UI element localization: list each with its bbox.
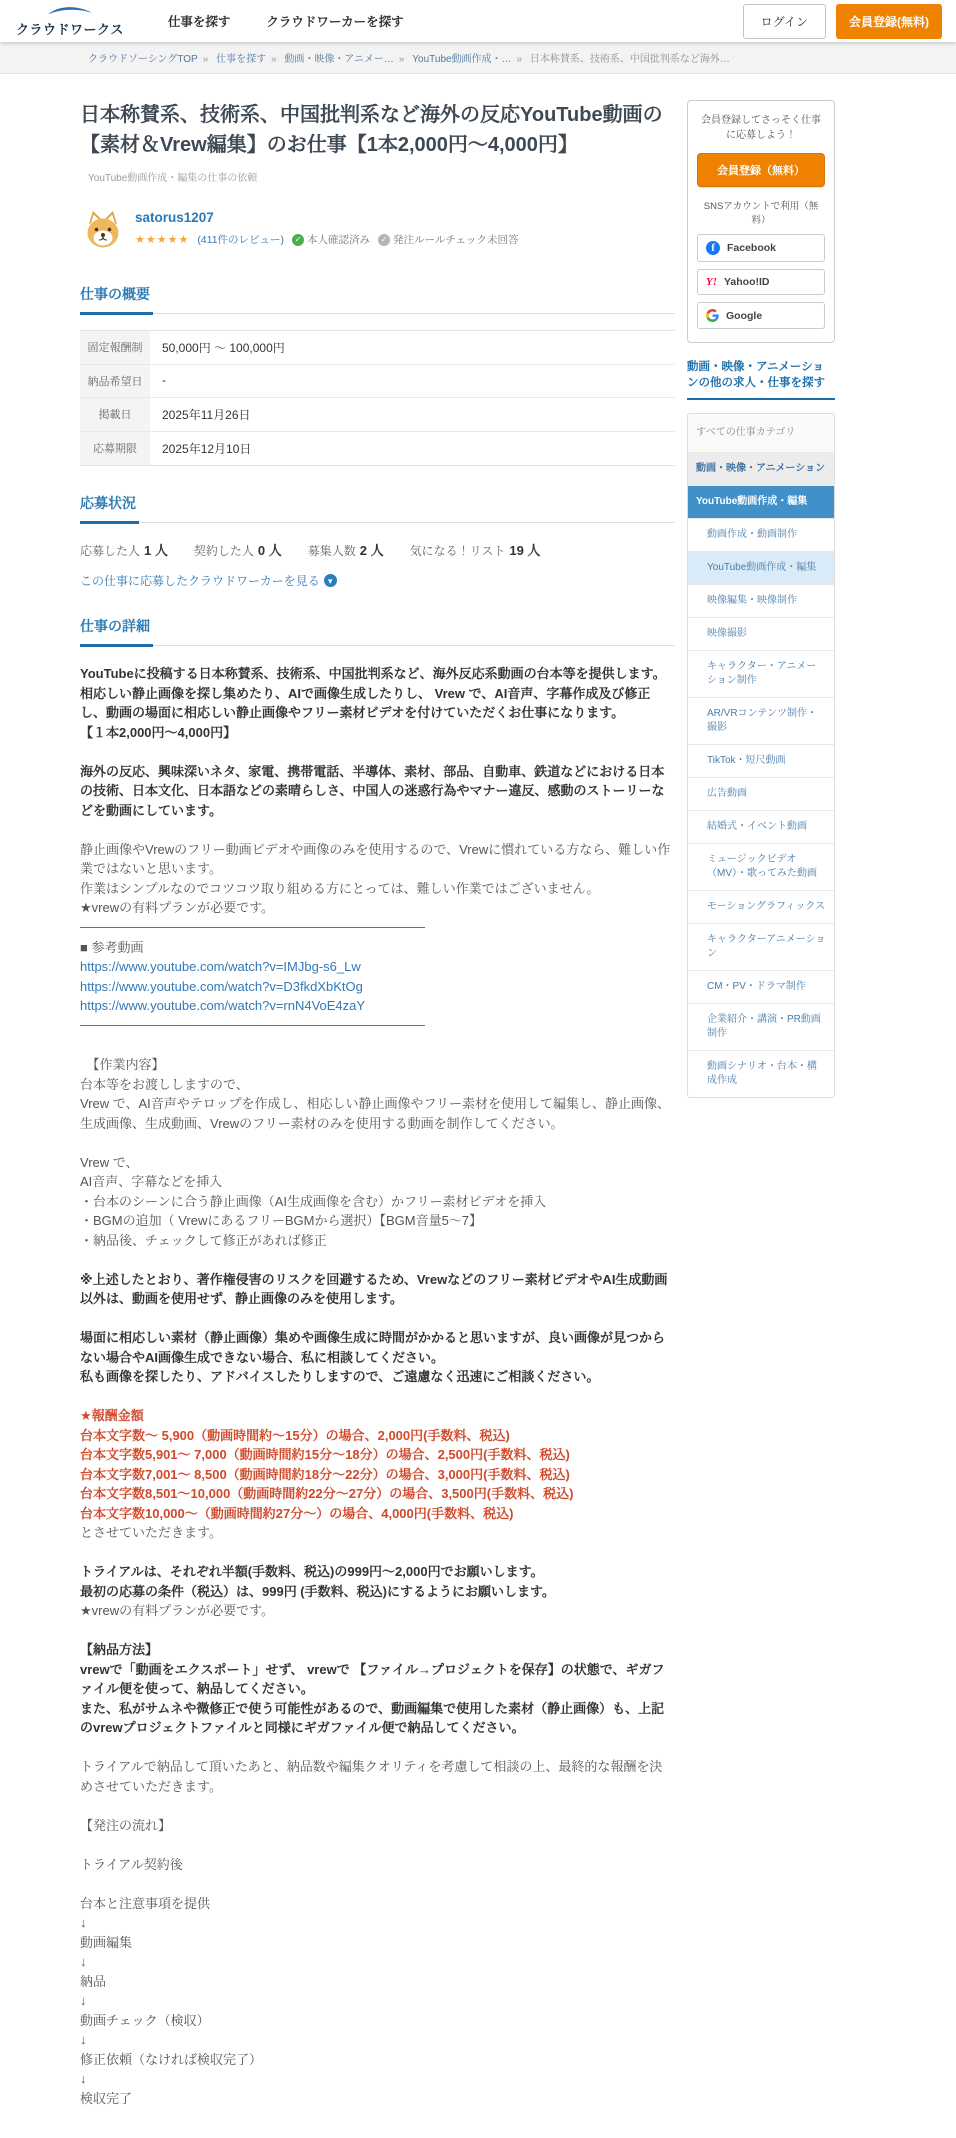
- chevron-down-circle-icon: ▾: [324, 574, 337, 587]
- logo-text: クラウドワークス: [16, 22, 124, 37]
- detail-line[interactable]: https://www.youtube.com/watch?v=D3fkdXbKtOg: [80, 978, 363, 994]
- detail-line: 【作業内容】: [80, 1057, 165, 1072]
- row-label: 応募期限: [80, 432, 150, 465]
- sidebar: [687, 100, 835, 1098]
- breadcrumb-link[interactable]: 日本称賛系、技術系、中国批判系など海外…: [529, 54, 730, 65]
- category-item[interactable]: 映像編集・映像制作: [688, 585, 834, 618]
- detail-line: [80, 1309, 675, 1329]
- category-selected-row[interactable]: YouTube動画作成・編集: [688, 486, 834, 519]
- category-item[interactable]: ミュージックビデオ（MV）・歌ってみた動画: [688, 844, 834, 891]
- check-icon: ✓: [378, 234, 390, 246]
- detail-line: ★vrewの有料プランが必要です。: [80, 900, 275, 915]
- job-detail-heading: 仕事の詳細: [80, 616, 675, 646]
- detail-line: 場面に相応しい素材（静止画像）集めや画像生成に時間がかかると思いますが、良い画像が見つからない場合やAI画像生成できない場合、私に相談してください。: [80, 1330, 666, 1365]
- header-actions: [743, 4, 942, 39]
- detail-line: 台本文字数7,001〜 8,500（動画時間約18分〜22分）の場合、3,000円(手数料、税込): [80, 1466, 570, 1482]
- breadcrumb-link[interactable]: YouTube動画作成・…: [412, 54, 512, 65]
- breadcrumb-item: [284, 54, 409, 65]
- row-value: -: [162, 373, 166, 387]
- stat-label: 気になる！リスト: [409, 544, 506, 558]
- client-name-link[interactable]: satorus1207: [135, 210, 214, 225]
- yahoo-login-button[interactable]: Y! Yahoo!ID: [697, 269, 825, 295]
- detail-line: 静止画像やVrewのフリー動画ビデオや画像のみを使用するので、Vrewに慣れている方なら、難しい作業ではないと思います。: [80, 841, 671, 876]
- signup-button[interactable]: 会員登録(無料): [836, 4, 942, 39]
- category-item[interactable]: モーショングラフィックス: [688, 891, 834, 924]
- detail-line: 相応しい静止画像を探し集めたり、AIで画像生成したりし、 Vrew で、AI音声、字幕作成及び修正し、動画の場面に相応しい静止画像やフリー素材ビデオを付けていただくお仕事になります。: [80, 685, 651, 720]
- detail-line: 海外の反応、興味深いネタ、家電、携帯電話、半導体、素材、部品、自動車、鉄道などにおける日本の技術、日本文化、日本語などの素晴らしさ、中国人の迷惑行為やマナー違反、感動のストーリーなどを動画にしています。: [80, 763, 665, 818]
- detail-line: ↓: [80, 1954, 87, 1969]
- identity-verified-badge: ✓ 本人確認済み: [292, 232, 370, 247]
- logo-swoosh-icon: [41, 4, 99, 19]
- all-categories-row[interactable]: すべての仕事カテゴリ: [688, 414, 834, 453]
- overview-section: [80, 284, 675, 466]
- breadcrumb-link[interactable]: 仕事を探す: [216, 54, 267, 65]
- app-header: [0, 0, 956, 42]
- detail-line: [80, 1796, 675, 1816]
- table-row: [80, 331, 675, 365]
- stat-value: 1 人: [144, 543, 168, 558]
- stat-label: 応募した人: [80, 544, 141, 558]
- stat-value: 2 人: [359, 543, 384, 558]
- detail-line[interactable]: https://www.youtube.com/watch?v=IMJbg-s6_Lw: [80, 959, 361, 974]
- row-value: 2025年12月10日: [162, 442, 252, 456]
- detail-line: ・台本のシーンに合う静止画像（AI生成画像を含む）かフリー素材ビデオを挿入: [80, 1193, 547, 1209]
- facebook-icon: f: [706, 241, 720, 255]
- stat-value: 0 人: [257, 543, 282, 558]
- category-item[interactable]: YouTube動画作成・編集: [688, 552, 834, 585]
- detail-line: 検収完了: [80, 2090, 133, 2106]
- client-block: [80, 208, 675, 257]
- detail-line: ↓: [80, 2071, 87, 2086]
- detail-line: 台本文字数10,000〜（動画時間約27分〜）の場合、4,000円(手数料、税込): [80, 1505, 514, 1521]
- detail-line: 台本文字数8,501〜10,000（動画時間約22分〜27分）の場合、3,500円(手数料、税込): [80, 1486, 574, 1501]
- detail-line: Vrew で、: [80, 1154, 139, 1170]
- breadcrumb-separator: »: [516, 54, 523, 65]
- register-lead: 会員登録してさっそく仕事に応募しよう！: [701, 115, 821, 141]
- application-status-heading: 応募状況: [80, 493, 675, 523]
- breadcrumb: [0, 42, 956, 74]
- category-item[interactable]: CM・PV・ドラマ制作: [688, 971, 834, 1004]
- detail-line: 動画編集: [80, 1934, 133, 1950]
- row-label: 掲載日: [80, 398, 150, 431]
- job-main: [80, 100, 675, 2108]
- order-rule-check-badge: ✓ 発注ルールチェック未回答: [378, 232, 518, 247]
- table-row: [80, 398, 675, 432]
- category-item[interactable]: 動画作成・動画制作: [688, 519, 834, 552]
- job-title-suffix: YouTube動画作成・編集の仕事の依頼: [88, 173, 258, 184]
- breadcrumb-link[interactable]: クラウドソーシングTOP: [88, 54, 198, 65]
- category-item[interactable]: キャラクター・アニメーション制作: [688, 651, 834, 698]
- detail-line: ■ 参考動画: [80, 939, 144, 955]
- register-box: [687, 100, 835, 343]
- detail-line: 【１本2,000円〜4,000円】: [80, 724, 237, 740]
- detail-line: [80, 1835, 675, 1855]
- job-detail-body: [80, 664, 675, 2108]
- detail-line: [80, 1621, 675, 1641]
- category-item[interactable]: 映像撮影: [688, 618, 834, 651]
- breadcrumb-item: [216, 54, 282, 65]
- detail-line: ↓: [80, 2032, 87, 2047]
- detail-line: ★報酬金額: [80, 1408, 144, 1423]
- google-icon: [706, 309, 719, 322]
- rating-stars-icon: ★★★★★: [135, 234, 190, 246]
- breadcrumb-separator: »: [271, 54, 277, 65]
- detail-line: [80, 742, 675, 762]
- logo[interactable]: [16, 4, 124, 38]
- detail-line: [80, 927, 425, 928]
- breadcrumb-separator: »: [398, 54, 405, 65]
- row-label: 納品希望日: [80, 365, 150, 397]
- breadcrumb-link[interactable]: 動画・映像・アニメー…: [284, 54, 394, 65]
- detail-line: 動画チェック（検収）: [80, 2012, 210, 2028]
- shiba-dog-avatar-icon: [80, 208, 126, 254]
- sidebar-category-heading: 動画・映像・アニメーションの他の求人・仕事を探す: [687, 359, 835, 400]
- stat-item: [308, 540, 384, 559]
- detail-line: 【発注の流れ】: [80, 1817, 172, 1833]
- stat-item: [80, 540, 168, 559]
- category-box: [687, 413, 835, 1098]
- overview-table: [80, 330, 675, 466]
- detail-line: 【納品方法】: [80, 1642, 159, 1657]
- facebook-login-button[interactable]: f Facebook: [697, 234, 825, 262]
- detail-line: トライアルは、それぞれ半額(手数料、税込)の999円〜2,000円でお願いします。: [80, 1564, 544, 1579]
- stat-value: 19 人: [509, 543, 541, 558]
- detail-line: [80, 820, 675, 840]
- detail-line: ↓: [80, 1915, 87, 1930]
- detail-line: ・BGMの追加（ VrewにあるフリーBGMから選択）【BGM音量5〜7】: [80, 1213, 483, 1228]
- category-item[interactable]: キャラクターアニメーション: [688, 924, 834, 971]
- row-label: 固定報酬制: [80, 331, 150, 364]
- detail-line: [80, 1387, 675, 1407]
- application-status-section: [80, 493, 675, 589]
- category-item[interactable]: 広告動画: [688, 778, 834, 811]
- detail-line[interactable]: https://www.youtube.com/watch?v=rnN4VoE4zaY: [80, 998, 366, 1013]
- row-value: 2025年11月26日: [162, 408, 251, 422]
- job-detail-section: [80, 616, 675, 2108]
- detail-line: [80, 1250, 675, 1270]
- overview-heading: 仕事の概要: [80, 284, 675, 314]
- detail-line: 台本文字数〜 5,900（動画時間約〜15分）の場合、2,000円(手数料、税込): [80, 1427, 510, 1443]
- check-icon: ✓: [292, 234, 304, 246]
- breadcrumb-item: [412, 54, 527, 65]
- detail-line: 台本と注意事項を提供: [80, 1895, 211, 1911]
- table-row: [80, 432, 675, 465]
- stat-label: 契約した人: [193, 544, 254, 558]
- nav-item[interactable]: 仕事を探す: [167, 15, 231, 29]
- detail-line: また、私がサムネや微修正で使う可能性があるので、動画編集で使用した素材（静止画像）も、上記のvrewプロジェクトファイルと同様にギガファイル便で納品してください。: [80, 1700, 665, 1735]
- detail-line: とさせていただきます。: [80, 1525, 222, 1540]
- stat-item: [410, 540, 541, 559]
- stat-item: [194, 540, 282, 559]
- main-nav: [168, 12, 404, 30]
- detail-line: 私も画像を探したり、アドバイスしたりしますので、ご遠慮なく迅速にご相談ください。: [80, 1369, 600, 1384]
- detail-line: 納品: [80, 1973, 107, 1989]
- category-item[interactable]: 動画シナリオ・台本・構成作成: [707, 1061, 817, 1086]
- login-button[interactable]: ログイン: [743, 4, 826, 39]
- breadcrumb-item: [88, 54, 213, 65]
- detail-line: 作業はシンプルなのでコツコツ取り組める方にとっては、難しい作業ではございません。: [80, 880, 600, 896]
- detail-line: Vrew で、AI音声やテロップを作成し、相応しい静止画像やフリー素材を使用して編集し、静止画像、生成画像、生成動画、Vrewのフリー素材のみを使用する動画を制作してください。: [80, 1096, 670, 1131]
- application-stats: [80, 540, 675, 559]
- stat-label: 募集人数: [307, 544, 356, 558]
- job-title-text: 日本称賛系、技術系、中国批判系など海外の反応YouTube動画の【素材＆Vrew編集】のお仕事【1本2,000円〜4,000円】: [80, 104, 663, 156]
- detail-line: トライアルで納品して頂いたあと、納品数や編集クオリティを考慮して相談の上、最終的な報酬を決めさせていただきます。: [80, 1759, 663, 1794]
- detail-line: vrewで「動画をエクスポート」せず、 vrewで 【ファイル→プロジェクトを保存】の状態で、ギガファイル便を使って、納品してください。: [80, 1661, 665, 1696]
- detail-line: [80, 1543, 675, 1563]
- detail-line: ★vrewの有料プランが必要です。: [80, 1603, 275, 1618]
- yahoo-icon: Y!: [706, 276, 717, 288]
- register-button[interactable]: 会員登録（無料）: [697, 153, 825, 187]
- detail-line: 最初の応募の条件（税込）は、999円 (手数料、税込)にするようにお願いします。: [80, 1583, 555, 1599]
- detail-line: AI音声、字幕などを挿入: [80, 1174, 223, 1189]
- detail-line: [80, 1133, 675, 1153]
- page-title: [80, 100, 675, 194]
- category-item[interactable]: AR/VRコンテンツ制作・撮影: [688, 698, 834, 745]
- detail-line: 台本文字数5,901〜 7,000（動画時間約15分〜18分）の場合、2,500円(手数料、税込): [80, 1447, 570, 1462]
- category-item[interactable]: 結婚式・イベント動画: [688, 811, 834, 844]
- breadcrumb-separator: »: [202, 54, 209, 65]
- detail-line: 修正依頼（なければ検収完了）: [80, 2051, 263, 2067]
- detail-line: [80, 1738, 675, 1758]
- category-item[interactable]: 企業紹介・講演・PR動画制作: [688, 1004, 834, 1051]
- breadcrumb-item: [530, 54, 730, 65]
- sns-lead: SNSアカウントで利用（無料）: [703, 201, 819, 226]
- detail-line: ・納品後、チェックして修正があれば修正: [80, 1232, 327, 1248]
- table-row: [80, 365, 675, 398]
- detail-line: [80, 1025, 425, 1026]
- nav-item[interactable]: クラウドワーカーを探す: [266, 15, 404, 29]
- detail-line: [80, 1036, 675, 1056]
- review-count-link[interactable]: (411件のレビュー): [197, 234, 285, 246]
- category-parent-row[interactable]: 動画・映像・アニメーション: [688, 453, 834, 486]
- detail-line: YouTubeに投稿する日本称賛系、技術系、中国批判系など、海外反応系動画の台本等を提供します。: [80, 666, 666, 681]
- category-item[interactable]: TikTok・短尺動画: [688, 745, 834, 778]
- detail-line: 台本等をお渡ししますので、: [80, 1076, 249, 1092]
- client-avatar[interactable]: [80, 208, 126, 257]
- detail-line: ※上述したとおり、著作権侵害のリスクを回避するため、Vrewなどのフリー素材ビデオやAI生成動画以外は、動画を使用せず、静止画像のみを使用します。: [80, 1271, 668, 1306]
- google-login-button[interactable]: Google: [697, 302, 825, 329]
- detail-line: トライアル契約後: [80, 1856, 183, 1872]
- detail-line: ↓: [80, 1993, 87, 2008]
- row-value: 50,000円 〜 100,000円: [162, 341, 285, 355]
- view-applicants-link[interactable]: この仕事に応募したクラウドワーカーを見る ▾: [80, 572, 337, 589]
- detail-line: [80, 1874, 675, 1894]
